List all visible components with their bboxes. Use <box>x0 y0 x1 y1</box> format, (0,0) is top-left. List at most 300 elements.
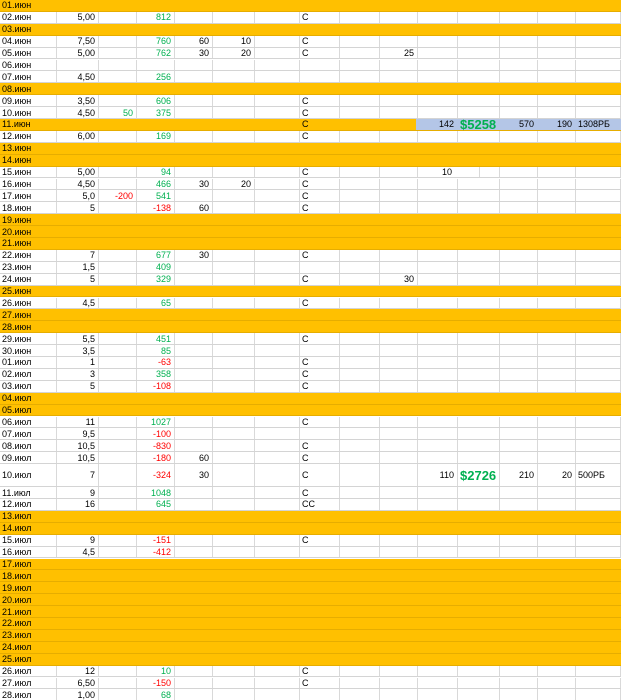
summary-count-cell[interactable] <box>418 511 458 522</box>
col-d-cell[interactable] <box>175 594 213 605</box>
value-cell[interactable] <box>137 594 175 605</box>
date-cell[interactable] <box>0 214 57 225</box>
date-cell[interactable] <box>0 666 57 677</box>
summary-count-cell[interactable] <box>418 464 458 486</box>
summary-col-m-cell[interactable] <box>538 535 576 546</box>
mark-cell[interactable] <box>300 440 340 451</box>
summary-count-cell[interactable] <box>418 393 458 404</box>
summary-col-l-cell[interactable] <box>500 689 538 700</box>
col-d-cell[interactable] <box>175 606 213 617</box>
summary-col-n-cell[interactable] <box>576 309 621 320</box>
hours-cell[interactable] <box>57 369 99 380</box>
value-cell[interactable] <box>137 71 175 82</box>
value-cell[interactable] <box>137 559 175 570</box>
col-i-cell[interactable] <box>380 12 418 23</box>
col-h-cell[interactable] <box>340 464 380 486</box>
col-d-cell[interactable] <box>175 95 213 106</box>
adjust-cell[interactable] <box>99 570 137 581</box>
summary-amount-cell[interactable] <box>458 143 500 154</box>
col-d-cell[interactable] <box>175 48 213 59</box>
adjust-cell[interactable] <box>99 440 137 451</box>
summary-count-cell[interactable] <box>418 107 458 118</box>
hours-cell[interactable] <box>57 190 99 201</box>
col-f-cell[interactable] <box>255 452 300 463</box>
col-d-cell[interactable] <box>175 155 213 166</box>
col-e-cell[interactable] <box>213 464 255 486</box>
summary-col-l-cell[interactable] <box>500 250 538 261</box>
mark-cell[interactable] <box>300 428 340 439</box>
summary-amount-cell[interactable] <box>458 535 500 546</box>
date-cell[interactable] <box>0 511 57 522</box>
summary-col-n-cell[interactable] <box>576 250 621 261</box>
hours-cell[interactable] <box>57 48 99 59</box>
summary-col-l-cell[interactable] <box>500 606 538 617</box>
hours-cell[interactable] <box>57 654 99 665</box>
col-h-cell[interactable] <box>340 0 380 11</box>
col-d-cell[interactable] <box>175 357 213 368</box>
col-h-cell[interactable] <box>340 155 380 166</box>
hours-cell[interactable] <box>57 464 99 486</box>
date-cell[interactable] <box>0 167 57 178</box>
summary-col-l-cell[interactable] <box>500 417 538 428</box>
mark-cell[interactable] <box>300 357 340 368</box>
col-h-cell[interactable] <box>340 119 380 130</box>
col-e-cell[interactable] <box>213 559 255 570</box>
date-cell[interactable] <box>0 12 57 23</box>
summary-count-cell[interactable] <box>418 606 458 617</box>
col-d-cell[interactable] <box>175 179 213 190</box>
summary-count-cell[interactable] <box>418 333 458 344</box>
col-h-cell[interactable] <box>340 405 380 416</box>
summary-col-m-cell[interactable] <box>538 24 576 35</box>
col-i-cell[interactable] <box>380 274 418 285</box>
col-h-cell[interactable] <box>340 131 380 142</box>
summary-amount-cell[interactable] <box>458 238 500 249</box>
col-h-cell[interactable] <box>340 321 380 332</box>
summary-amount-cell[interactable] <box>458 689 500 700</box>
col-d-cell[interactable] <box>175 570 213 581</box>
summary-amount-cell[interactable] <box>458 309 500 320</box>
value-cell[interactable] <box>137 381 175 392</box>
col-f-cell[interactable] <box>255 428 300 439</box>
col-i-cell[interactable] <box>380 440 418 451</box>
date-cell[interactable] <box>0 393 57 404</box>
date-cell[interactable] <box>0 179 57 190</box>
summary-col-l-cell[interactable] <box>500 654 538 665</box>
summary-col-l-cell[interactable] <box>500 202 538 213</box>
col-i-cell[interactable] <box>380 594 418 605</box>
summary-amount-cell[interactable] <box>458 417 500 428</box>
value-cell[interactable] <box>137 214 175 225</box>
summary-col-l-cell[interactable] <box>500 511 538 522</box>
col-i-cell[interactable] <box>380 36 418 47</box>
summary-col-l-cell[interactable] <box>500 24 538 35</box>
hours-cell[interactable] <box>57 167 99 178</box>
summary-amount-cell[interactable] <box>458 190 500 201</box>
summary-col-m-cell[interactable] <box>538 487 576 498</box>
date-cell[interactable] <box>0 155 57 166</box>
hours-cell[interactable] <box>57 298 99 309</box>
mark-cell[interactable] <box>300 642 340 653</box>
col-e-cell[interactable] <box>213 214 255 225</box>
col-d-cell[interactable] <box>175 428 213 439</box>
summary-count-cell[interactable] <box>418 226 458 237</box>
summary-col-m-cell[interactable] <box>538 393 576 404</box>
col-h-cell[interactable] <box>340 214 380 225</box>
value-cell[interactable] <box>137 452 175 463</box>
col-e-cell[interactable] <box>213 12 255 23</box>
date-cell[interactable] <box>0 202 57 213</box>
date-cell[interactable] <box>0 238 57 249</box>
col-d-cell[interactable] <box>175 286 213 297</box>
summary-col-m-cell[interactable] <box>538 119 576 130</box>
hours-cell[interactable] <box>57 428 99 439</box>
col-h-cell[interactable] <box>340 345 380 356</box>
summary-count-cell[interactable] <box>418 190 458 201</box>
col-e-cell[interactable] <box>213 119 255 130</box>
col-f-cell[interactable] <box>255 393 300 404</box>
col-d-cell[interactable] <box>175 202 213 213</box>
date-cell[interactable] <box>0 642 57 653</box>
summary-count-cell[interactable] <box>418 452 458 463</box>
col-h-cell[interactable] <box>340 523 380 534</box>
mark-cell[interactable] <box>300 594 340 605</box>
value-cell[interactable] <box>137 143 175 154</box>
summary-col-l-cell[interactable] <box>500 393 538 404</box>
hours-cell[interactable] <box>57 570 99 581</box>
hours-cell[interactable] <box>57 440 99 451</box>
summary-amount-cell[interactable] <box>458 487 500 498</box>
summary-count-cell[interactable] <box>418 417 458 428</box>
summary-amount-cell[interactable] <box>458 60 500 71</box>
col-d-cell[interactable] <box>175 309 213 320</box>
col-i-cell[interactable] <box>380 357 418 368</box>
hours-cell[interactable] <box>57 417 99 428</box>
summary-count-cell[interactable] <box>418 499 458 510</box>
col-i-cell[interactable] <box>380 499 418 510</box>
col-f-cell[interactable] <box>255 417 300 428</box>
mark-cell[interactable] <box>300 535 340 546</box>
hours-cell[interactable] <box>57 214 99 225</box>
col-h-cell[interactable] <box>340 535 380 546</box>
summary-amount-cell[interactable] <box>458 594 500 605</box>
mark-cell[interactable] <box>300 511 340 522</box>
summary-count-cell[interactable] <box>418 119 458 130</box>
adjust-cell[interactable] <box>99 487 137 498</box>
summary-col-m-cell[interactable] <box>538 594 576 605</box>
col-f-cell[interactable] <box>255 214 300 225</box>
value-cell[interactable] <box>137 547 175 558</box>
date-cell[interactable] <box>0 60 57 71</box>
summary-col-n-cell[interactable] <box>576 570 621 581</box>
col-f-cell[interactable] <box>255 12 300 23</box>
summary-col-l-cell[interactable] <box>500 618 538 629</box>
summary-col-l-cell[interactable] <box>500 547 538 558</box>
summary-col-l-cell[interactable] <box>500 83 538 94</box>
mark-cell[interactable] <box>300 606 340 617</box>
hours-cell[interactable] <box>57 24 99 35</box>
value-cell[interactable] <box>137 179 175 190</box>
value-cell[interactable] <box>137 298 175 309</box>
summary-count-cell[interactable] <box>418 60 458 71</box>
col-d-cell[interactable] <box>175 487 213 498</box>
col-d-cell[interactable] <box>175 262 213 273</box>
col-i-cell[interactable] <box>380 570 418 581</box>
summary-amount-cell[interactable] <box>458 559 500 570</box>
col-h-cell[interactable] <box>340 107 380 118</box>
col-f-cell[interactable] <box>255 570 300 581</box>
summary-amount-cell[interactable] <box>458 214 500 225</box>
summary-col-n-cell[interactable] <box>576 381 621 392</box>
adjust-cell[interactable] <box>99 214 137 225</box>
col-h-cell[interactable] <box>340 582 380 593</box>
col-d-cell[interactable] <box>175 190 213 201</box>
summary-col-m-cell[interactable] <box>538 298 576 309</box>
col-h-cell[interactable] <box>340 606 380 617</box>
adjust-cell[interactable] <box>99 12 137 23</box>
col-f-cell[interactable] <box>255 689 300 700</box>
summary-col-l-cell[interactable] <box>500 48 538 59</box>
mark-cell[interactable] <box>300 119 340 130</box>
col-i-cell[interactable] <box>380 381 418 392</box>
summary-amount-cell[interactable] <box>458 274 500 285</box>
summary-col-n-cell[interactable] <box>576 345 621 356</box>
summary-amount-cell[interactable] <box>458 262 500 273</box>
summary-col-l-cell[interactable] <box>500 630 538 641</box>
value-cell[interactable] <box>137 678 175 689</box>
hours-cell[interactable] <box>57 36 99 47</box>
date-cell[interactable] <box>0 428 57 439</box>
summary-count-cell[interactable] <box>418 71 458 82</box>
col-e-cell[interactable] <box>213 60 255 71</box>
summary-amount-cell[interactable] <box>458 71 500 82</box>
date-cell[interactable] <box>0 131 57 142</box>
summary-col-m-cell[interactable] <box>538 345 576 356</box>
col-i-cell[interactable] <box>380 393 418 404</box>
value-cell[interactable] <box>137 345 175 356</box>
col-f-cell[interactable] <box>255 309 300 320</box>
col-d-cell[interactable] <box>175 131 213 142</box>
col-f-cell[interactable] <box>255 464 300 486</box>
col-f-cell[interactable] <box>255 630 300 641</box>
value-cell[interactable] <box>137 369 175 380</box>
col-f-cell[interactable] <box>255 83 300 94</box>
mark-cell[interactable] <box>300 286 340 297</box>
summary-col-m-cell[interactable] <box>538 0 576 11</box>
date-cell[interactable] <box>0 107 57 118</box>
col-e-cell[interactable] <box>213 678 255 689</box>
adjust-cell[interactable] <box>99 250 137 261</box>
col-d-cell[interactable] <box>175 107 213 118</box>
col-i-cell[interactable] <box>380 226 418 237</box>
summary-col-n-cell[interactable] <box>576 36 621 47</box>
summary-col-n-cell[interactable] <box>576 131 621 142</box>
date-cell[interactable] <box>0 345 57 356</box>
hours-cell[interactable] <box>57 71 99 82</box>
adjust-cell[interactable] <box>99 642 137 653</box>
value-cell[interactable] <box>137 36 175 47</box>
value-cell[interactable] <box>137 95 175 106</box>
col-e-cell[interactable] <box>213 309 255 320</box>
date-cell[interactable] <box>0 250 57 261</box>
date-cell[interactable] <box>0 36 57 47</box>
hours-cell[interactable] <box>57 83 99 94</box>
col-e-cell[interactable] <box>213 440 255 451</box>
col-e-cell[interactable] <box>213 357 255 368</box>
value-cell[interactable] <box>137 60 175 71</box>
summary-col-m-cell[interactable] <box>538 214 576 225</box>
col-i-cell[interactable] <box>380 654 418 665</box>
hours-cell[interactable] <box>57 393 99 404</box>
col-i-cell[interactable] <box>380 559 418 570</box>
hours-cell[interactable] <box>57 642 99 653</box>
summary-count-cell[interactable] <box>418 630 458 641</box>
mark-cell[interactable] <box>300 523 340 534</box>
date-cell[interactable] <box>0 405 57 416</box>
col-d-cell[interactable] <box>175 381 213 392</box>
summary-count-cell[interactable] <box>418 214 458 225</box>
mark-cell[interactable] <box>300 570 340 581</box>
col-h-cell[interactable] <box>340 369 380 380</box>
mark-cell[interactable] <box>300 499 340 510</box>
col-f-cell[interactable] <box>255 535 300 546</box>
mark-cell[interactable] <box>300 464 340 486</box>
summary-col-l-cell[interactable] <box>500 95 538 106</box>
summary-count-cell[interactable] <box>418 321 458 332</box>
adjust-cell[interactable] <box>99 190 137 201</box>
summary-col-l-cell[interactable] <box>500 570 538 581</box>
summary-count-cell[interactable] <box>418 440 458 451</box>
summary-col-n-cell[interactable] <box>576 214 621 225</box>
summary-col-l-cell[interactable] <box>500 155 538 166</box>
summary-col-n-cell[interactable] <box>576 405 621 416</box>
date-cell[interactable] <box>0 381 57 392</box>
adjust-cell[interactable] <box>99 309 137 320</box>
adjust-cell[interactable] <box>99 357 137 368</box>
date-cell[interactable] <box>0 499 57 510</box>
summary-col-l-cell[interactable] <box>500 167 538 178</box>
value-cell[interactable] <box>137 405 175 416</box>
col-d-cell[interactable] <box>175 618 213 629</box>
col-d-cell[interactable] <box>175 559 213 570</box>
col-h-cell[interactable] <box>340 487 380 498</box>
col-f-cell[interactable] <box>255 618 300 629</box>
hours-cell[interactable] <box>57 262 99 273</box>
mark-cell[interactable] <box>300 71 340 82</box>
col-e-cell[interactable] <box>213 226 255 237</box>
col-e-cell[interactable] <box>213 190 255 201</box>
col-e-cell[interactable] <box>213 48 255 59</box>
date-cell[interactable] <box>0 654 57 665</box>
col-e-cell[interactable] <box>213 487 255 498</box>
value-cell[interactable] <box>137 582 175 593</box>
mark-cell[interactable] <box>300 95 340 106</box>
hours-cell[interactable] <box>57 107 99 118</box>
summary-col-n-cell[interactable] <box>576 606 621 617</box>
hours-cell[interactable] <box>57 630 99 641</box>
date-cell[interactable] <box>0 582 57 593</box>
col-e-cell[interactable] <box>213 630 255 641</box>
summary-amount-cell[interactable] <box>458 630 500 641</box>
col-d-cell[interactable] <box>175 393 213 404</box>
col-d-cell[interactable] <box>175 547 213 558</box>
hours-cell[interactable] <box>57 95 99 106</box>
summary-col-l-cell[interactable] <box>500 286 538 297</box>
col-h-cell[interactable] <box>340 309 380 320</box>
hours-cell[interactable] <box>57 357 99 368</box>
col-f-cell[interactable] <box>255 654 300 665</box>
col-e-cell[interactable] <box>213 250 255 261</box>
summary-col-l-cell[interactable] <box>500 71 538 82</box>
date-cell[interactable] <box>0 321 57 332</box>
value-cell[interactable] <box>137 119 175 130</box>
col-i-cell[interactable] <box>380 190 418 201</box>
col-h-cell[interactable] <box>340 286 380 297</box>
summary-count-cell[interactable] <box>418 12 458 23</box>
col-e-cell[interactable] <box>213 202 255 213</box>
adjust-cell[interactable] <box>99 594 137 605</box>
summary-col-m-cell[interactable] <box>538 274 576 285</box>
hours-cell[interactable] <box>57 511 99 522</box>
value-cell[interactable] <box>137 131 175 142</box>
col-f-cell[interactable] <box>255 487 300 498</box>
col-i-cell[interactable] <box>380 630 418 641</box>
col-h-cell[interactable] <box>340 511 380 522</box>
adjust-cell[interactable] <box>99 405 137 416</box>
adjust-cell[interactable] <box>99 286 137 297</box>
mark-cell[interactable] <box>300 107 340 118</box>
col-e-cell[interactable] <box>213 642 255 653</box>
col-i-cell[interactable] <box>380 535 418 546</box>
hours-cell[interactable] <box>57 60 99 71</box>
summary-col-l-cell[interactable] <box>500 678 538 689</box>
col-d-cell[interactable] <box>175 274 213 285</box>
col-f-cell[interactable] <box>255 274 300 285</box>
summary-col-m-cell[interactable] <box>538 689 576 700</box>
col-e-cell[interactable] <box>213 618 255 629</box>
adjust-cell[interactable] <box>99 559 137 570</box>
summary-amount-cell[interactable] <box>458 167 500 178</box>
summary-amount-cell[interactable] <box>458 666 500 677</box>
col-d-cell[interactable] <box>175 630 213 641</box>
summary-col-l-cell[interactable] <box>500 428 538 439</box>
adjust-cell[interactable] <box>99 393 137 404</box>
summary-amount-cell[interactable] <box>458 606 500 617</box>
summary-count-cell[interactable] <box>418 274 458 285</box>
mark-cell[interactable] <box>300 547 340 558</box>
col-h-cell[interactable] <box>340 381 380 392</box>
value-cell[interactable] <box>137 618 175 629</box>
col-h-cell[interactable] <box>340 440 380 451</box>
col-h-cell[interactable] <box>340 48 380 59</box>
col-d-cell[interactable] <box>175 582 213 593</box>
col-h-cell[interactable] <box>340 666 380 677</box>
col-h-cell[interactable] <box>340 393 380 404</box>
summary-col-m-cell[interactable] <box>538 226 576 237</box>
mark-cell[interactable] <box>300 36 340 47</box>
col-f-cell[interactable] <box>255 155 300 166</box>
summary-amount-cell[interactable] <box>458 405 500 416</box>
summary-col-m-cell[interactable] <box>538 83 576 94</box>
col-f-cell[interactable] <box>255 24 300 35</box>
date-cell[interactable] <box>0 274 57 285</box>
col-i-cell[interactable] <box>380 666 418 677</box>
adjust-cell[interactable] <box>99 131 137 142</box>
hours-cell[interactable] <box>57 618 99 629</box>
value-cell[interactable] <box>137 417 175 428</box>
col-d-cell[interactable] <box>175 0 213 11</box>
mark-cell[interactable] <box>300 214 340 225</box>
